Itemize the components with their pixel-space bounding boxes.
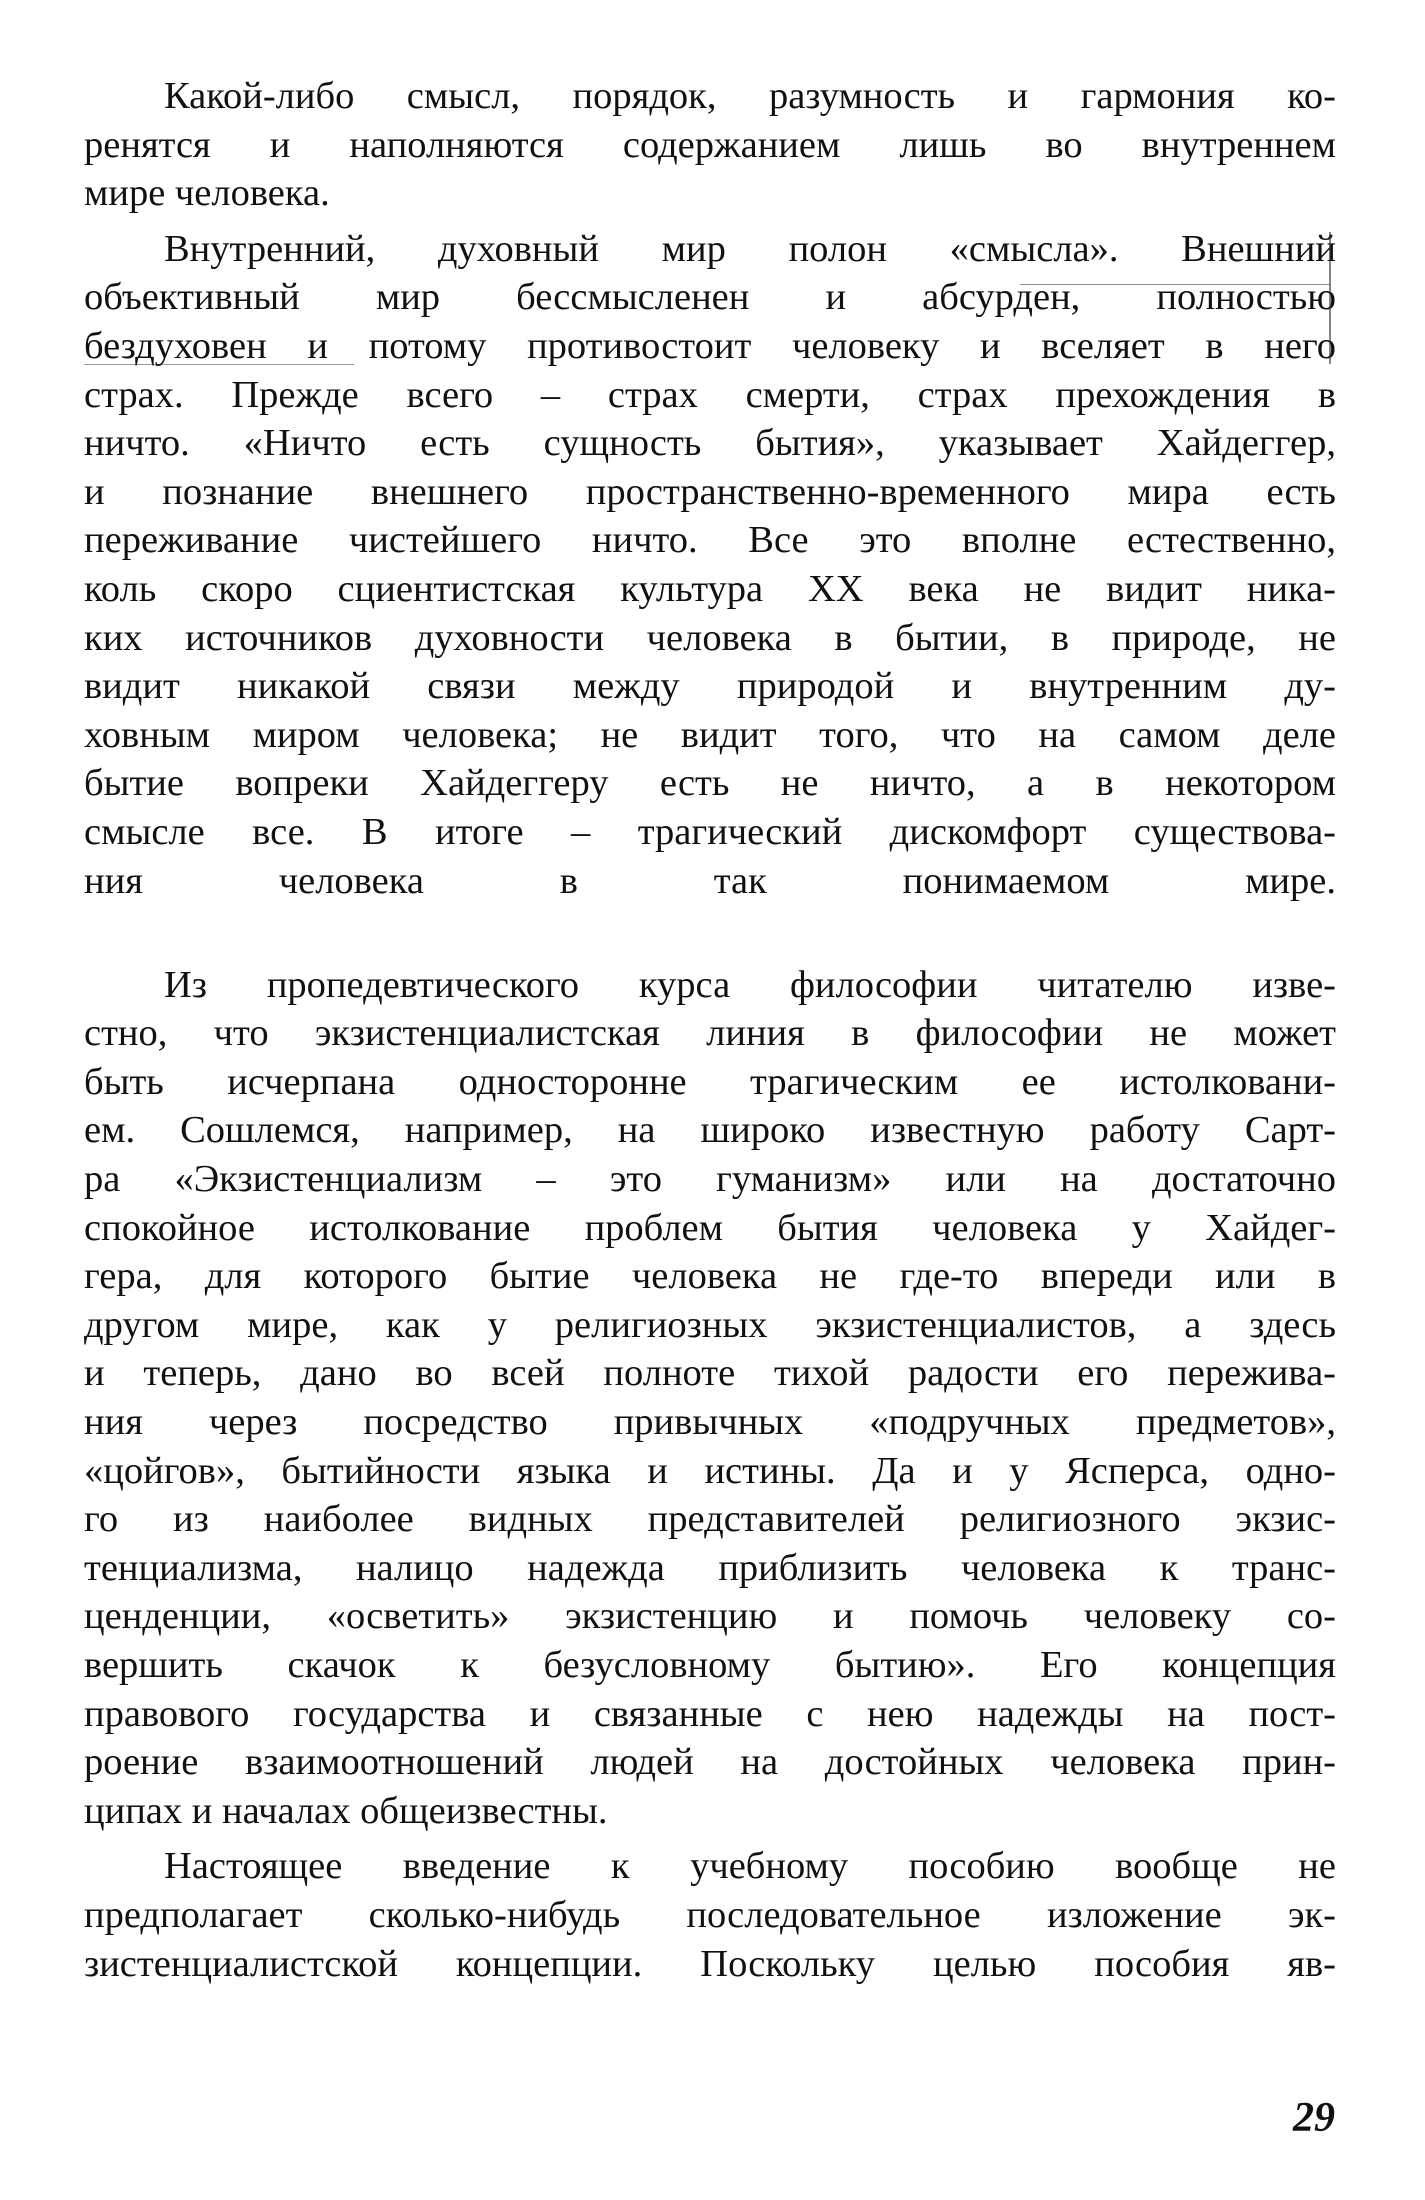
text-line: роение взаимоотношений людей на достойных человека прин- xyxy=(84,1741,1336,1784)
text-line: ципах и началах общеизвестны. xyxy=(84,1789,608,1832)
text-line: вершить скачок к безусловному бытию». Его концепция xyxy=(84,1644,1336,1686)
text-line: Настоящее введение к учебному пособию вообще не xyxy=(164,1845,1336,1888)
text-line: бездуховен и потому противостоит человеку и вселяет в него xyxy=(84,324,1336,367)
page-body xyxy=(84,72,1336,1988)
paragraph-2 xyxy=(84,225,1336,954)
paragraph-4 xyxy=(84,1842,1336,1988)
text-line xyxy=(84,905,1336,954)
text-line: гера, для которого бытие человека не где-то впереди или в xyxy=(84,1255,1336,1298)
text-line: Внутренний, духовный мир полон «смысла». Внешний xyxy=(164,227,1336,270)
text-line: переживание чистейшего ничто. Все это вполне естественно, xyxy=(84,519,1336,562)
text-line: предполагает сколько-нибудь последовательное изложение эк- xyxy=(84,1893,1336,1936)
text-line: Из пропедевтического курса философии читателю изве- xyxy=(164,963,1336,1006)
text-line: ния через посредство привычных «подручных предметов», xyxy=(84,1401,1336,1444)
text-line: видит никакой связи между природой и внутренним ду- xyxy=(84,665,1336,708)
text-line: ра «Экзистенциализм – это гуманизм» или на достаточно xyxy=(84,1158,1336,1201)
text-line: Какой-либо смысл, порядок, разумность и гармония ко- xyxy=(164,75,1336,117)
text-line: ничто. «Ничто есть сущность бытия», указывает Хайдеггер, xyxy=(84,422,1336,465)
text-line: ких источников духовности человека в бытии, в природе, не xyxy=(84,616,1336,659)
text-line: страх. Прежде всего – страх смерти, страх прехождения в xyxy=(84,373,1336,416)
text-line: го из наиболее видных представителей религиозного экзис- xyxy=(84,1498,1336,1541)
text-line: смысле все. В итоге – трагический дискомфорт существова- xyxy=(84,810,1336,853)
text-line: бытие вопреки Хайдеггеру есть не ничто, а в некотором xyxy=(84,762,1336,805)
text-line: коль скоро сциентистская культура XX века не видит ника- xyxy=(84,567,1336,610)
text-line: мире человека. xyxy=(84,172,330,215)
text-line: ренятся и наполняются содержанием лишь во внутреннем xyxy=(84,123,1336,166)
text-line: «цойгов», бытийности языка и истины. Да и у Ясперса, одно- xyxy=(84,1449,1336,1492)
text-line: стно, что экзистенциалистская линия в философии не может xyxy=(84,1012,1336,1055)
text-line: ховным миром человека; не видит того, что на самом деле xyxy=(84,713,1336,756)
paragraph-3 xyxy=(84,961,1336,1836)
text-line: объективный мир бессмысленен и абсурден, полностью xyxy=(84,276,1336,319)
page-number: 29 xyxy=(1293,2095,1335,2141)
text-line: и теперь, дано во всей полноте тихой радости его пережива- xyxy=(84,1352,1336,1395)
text-line: ценденции, «осветить» экзистенцию и помочь человеку со- xyxy=(84,1595,1336,1638)
text-line: правового государства и связанные с нею надежды на пост- xyxy=(84,1692,1336,1735)
text-line: спокойное истолкование проблем бытия человека у Хайдег- xyxy=(84,1206,1336,1249)
text-line: ем. Сошлемся, например, на широко известную работу Сарт- xyxy=(84,1109,1336,1152)
text-line: ния человека в так понимаемом мире. xyxy=(84,859,1336,902)
text-line: другом мире, как у религиозных экзистенциалистов, а здесь xyxy=(84,1303,1336,1346)
text-line: быть исчерпана односторонне трагическим ее истолковани- xyxy=(84,1060,1336,1103)
text-line: тенциализма, налицо надежда приблизить человека к транс- xyxy=(84,1546,1336,1589)
text-line: и познание внешнего пространственно-временного мира есть xyxy=(84,470,1336,513)
text-line: зистенциалистской концепции. Поскольку целью пособия яв- xyxy=(84,1942,1336,1985)
paragraph-1 xyxy=(84,72,1336,218)
